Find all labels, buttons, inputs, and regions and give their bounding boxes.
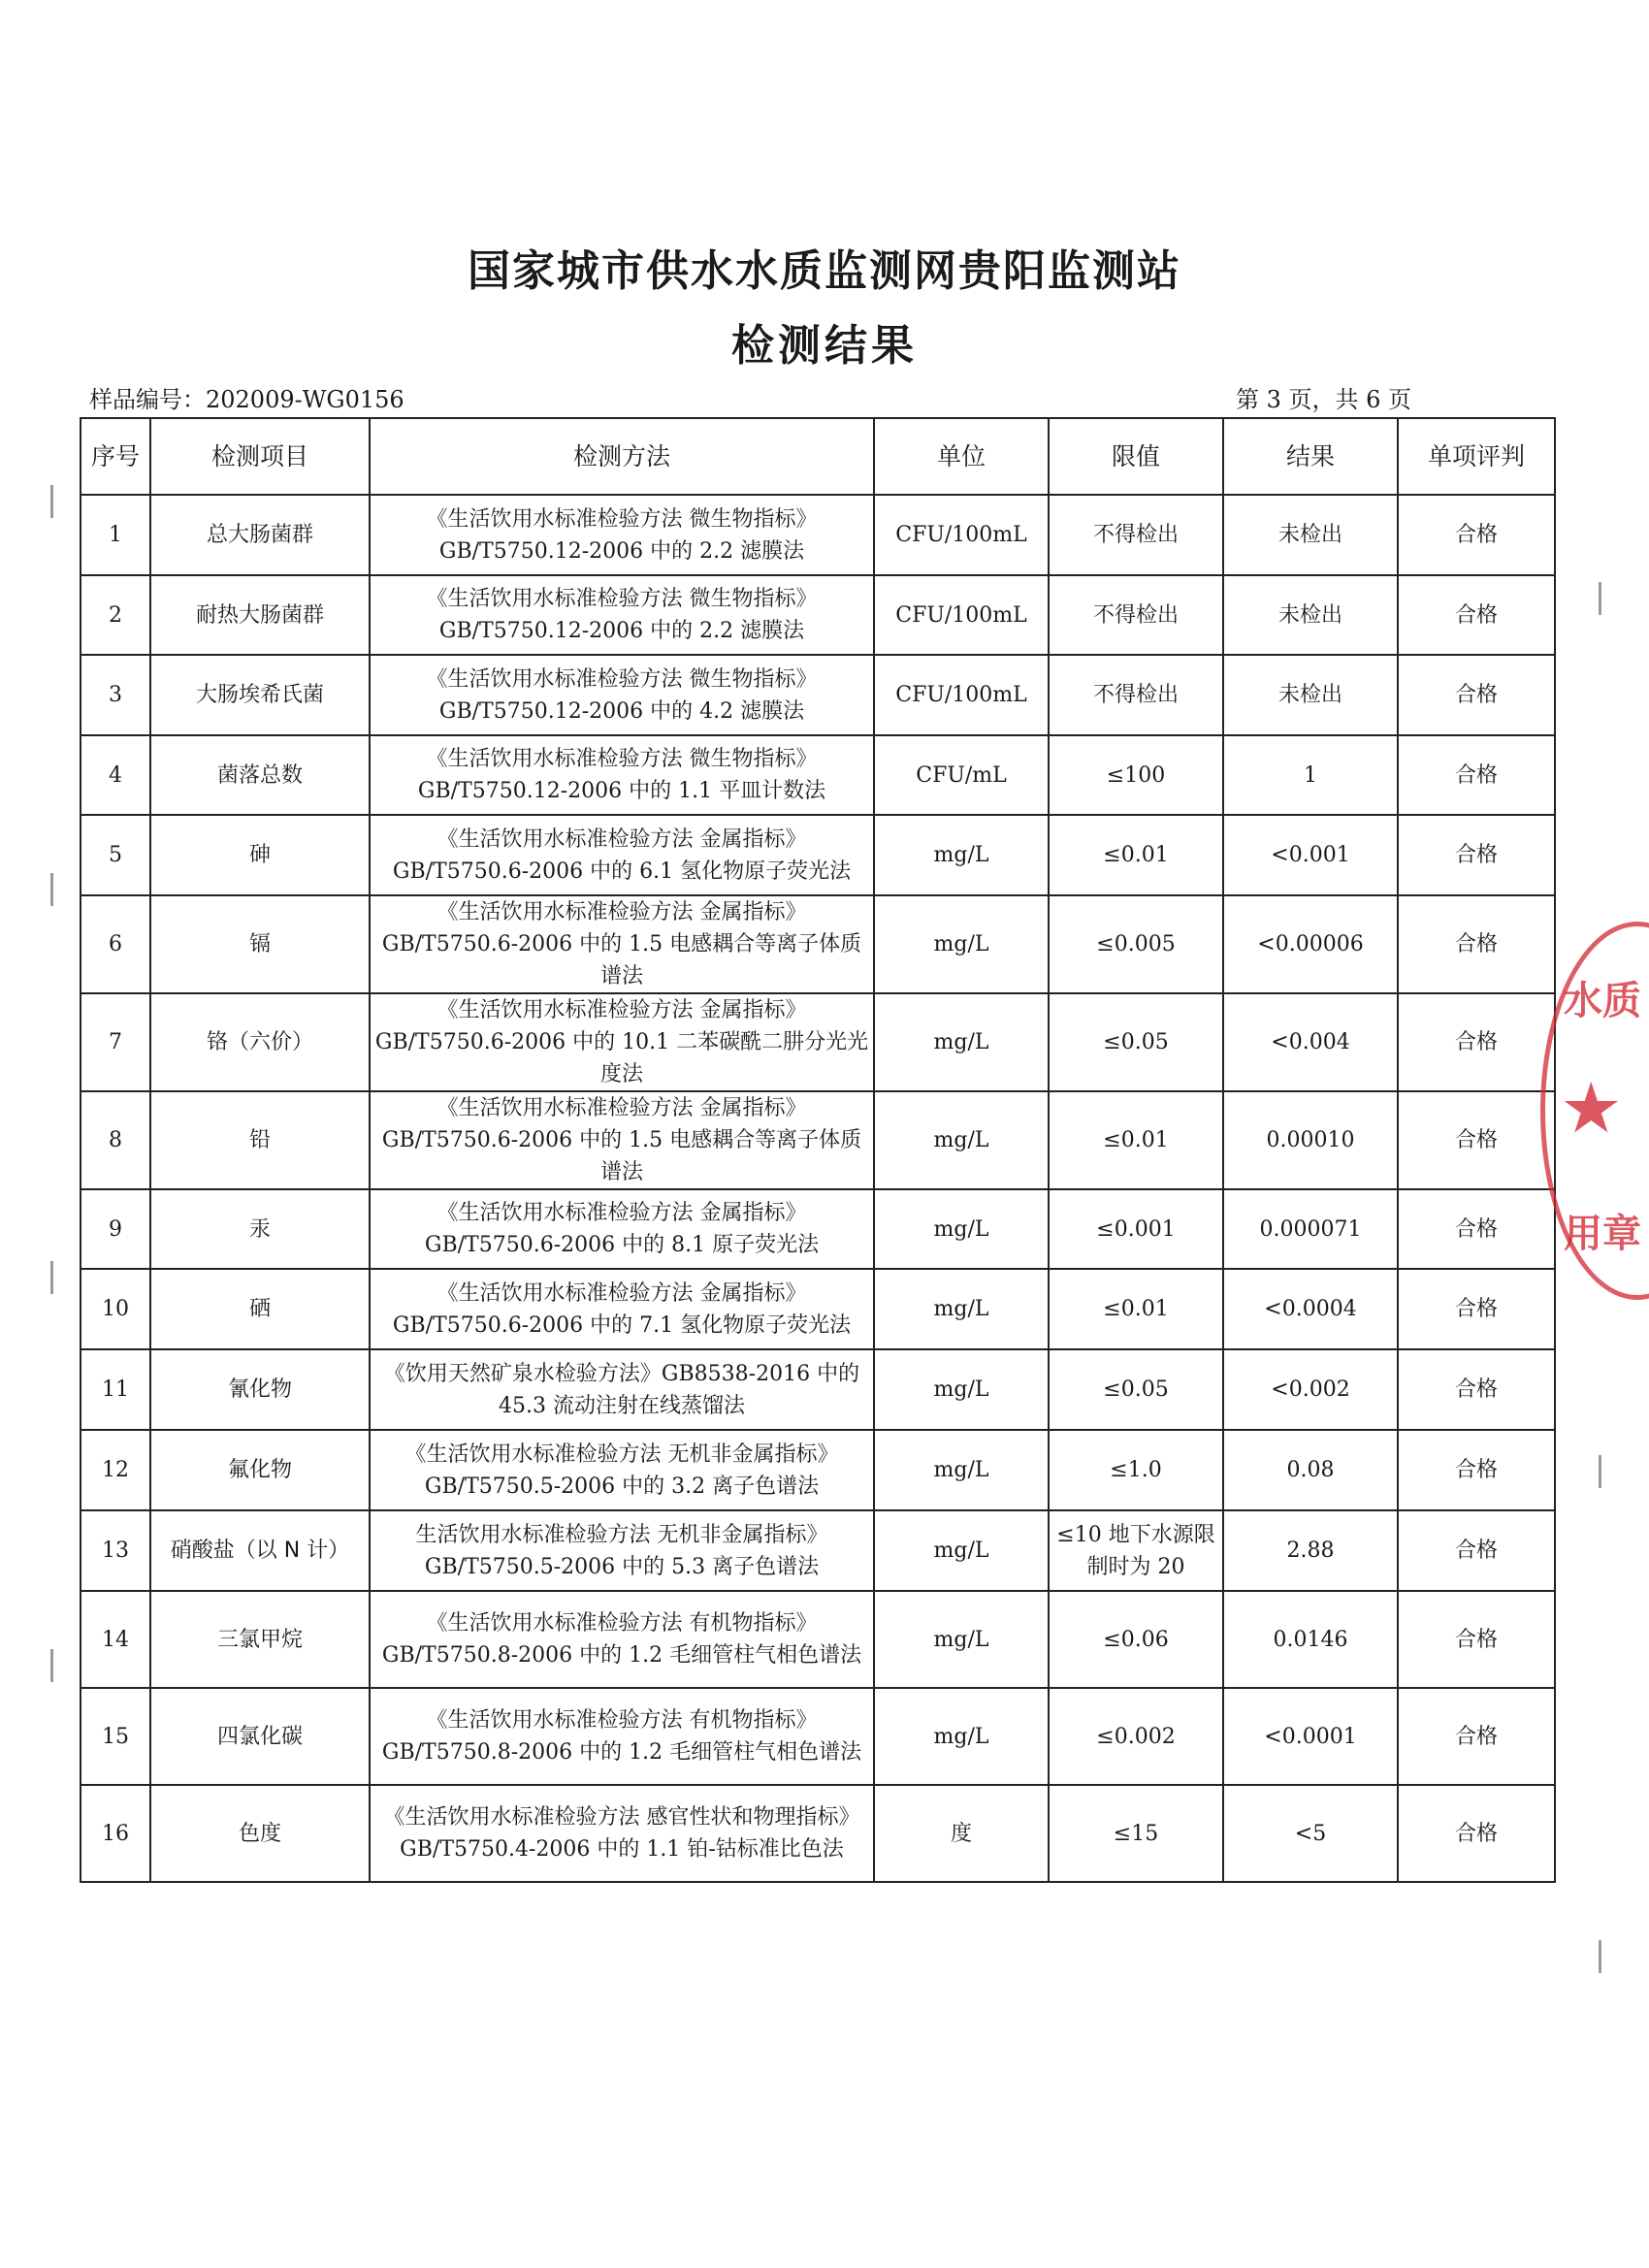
binding-mark xyxy=(50,1261,53,1294)
table-row xyxy=(81,495,1555,575)
cell-verdict: 合格 xyxy=(1398,993,1555,1091)
cell-limit: ≤0.01 xyxy=(1049,1269,1223,1349)
cell-result: 未检出 xyxy=(1223,575,1398,655)
binding-mark xyxy=(1599,1455,1601,1488)
cell-limit: ≤0.05 xyxy=(1049,993,1223,1091)
seal-star-icon: ★ xyxy=(1560,1067,1623,1149)
cell-verdict: 合格 xyxy=(1398,895,1555,993)
header-unit: 单位 xyxy=(874,418,1049,495)
cell-limit: ≤15 xyxy=(1049,1785,1223,1882)
cell-item: 汞 xyxy=(150,1189,370,1269)
cell-verdict: 合格 xyxy=(1398,815,1555,895)
cell-verdict: 合格 xyxy=(1398,655,1555,735)
cell-method: 《生活饮用水标准检验方法 无机非金属指标》GB/T5750.5-2006 中的 3.2 离子色谱法 xyxy=(370,1430,874,1510)
cell-item: 氟化物 xyxy=(150,1430,370,1510)
cell-limit: ≤0.001 xyxy=(1049,1189,1223,1269)
cell-unit: mg/L xyxy=(874,1349,1049,1430)
cell-method: 《生活饮用水标准检验方法 金属指标》GB/T5750.6-2006 中的 10.1 二苯碳酰二肼分光光度法 xyxy=(370,993,874,1091)
cell-no: 16 xyxy=(81,1785,150,1882)
seal-text-bottom: 用章 xyxy=(1564,1212,1641,1256)
cell-unit: mg/L xyxy=(874,1688,1049,1785)
binding-mark xyxy=(50,873,53,906)
cell-method: 《生活饮用水标准检验方法 金属指标》GB/T5750.6-2006 中的 7.1 氢化物原子荧光法 xyxy=(370,1269,874,1349)
cell-verdict: 合格 xyxy=(1398,1510,1555,1591)
cell-result: 2.88 xyxy=(1223,1510,1398,1591)
cell-item: 砷 xyxy=(150,815,370,895)
cell-limit: ≤0.01 xyxy=(1049,815,1223,895)
cell-unit: CFU/100mL xyxy=(874,655,1049,735)
cell-verdict: 合格 xyxy=(1398,495,1555,575)
cell-result: <0.002 xyxy=(1223,1349,1398,1430)
table-header-row xyxy=(81,418,1555,495)
binding-mark xyxy=(50,485,53,518)
binding-mark xyxy=(1599,1940,1601,1973)
cell-unit: 度 xyxy=(874,1785,1049,1882)
cell-result: 1 xyxy=(1223,735,1398,815)
table-row xyxy=(81,1688,1555,1785)
cell-item: 硝酸盐（以 N 计） xyxy=(150,1510,370,1591)
cell-unit: mg/L xyxy=(874,1430,1049,1510)
cell-result: <0.001 xyxy=(1223,815,1398,895)
cell-method: 生活饮用水标准检验方法 无机非金属指标》GB/T5750.5-2006 中的 5.3 离子色谱法 xyxy=(370,1510,874,1591)
cell-unit: mg/L xyxy=(874,1189,1049,1269)
cell-limit: ≤100 xyxy=(1049,735,1223,815)
table-row xyxy=(81,1269,1555,1349)
cell-unit: CFU/mL xyxy=(874,735,1049,815)
cell-result: <0.004 xyxy=(1223,993,1398,1091)
cell-result: <0.00006 xyxy=(1223,895,1398,993)
cell-no: 12 xyxy=(81,1430,150,1510)
cell-unit: CFU/100mL xyxy=(874,495,1049,575)
table-row xyxy=(81,575,1555,655)
cell-item: 大肠埃希氏菌 xyxy=(150,655,370,735)
cell-limit: 不得检出 xyxy=(1049,495,1223,575)
cell-verdict: 合格 xyxy=(1398,1349,1555,1430)
cell-unit: mg/L xyxy=(874,1591,1049,1688)
cell-item: 菌落总数 xyxy=(150,735,370,815)
cell-verdict: 合格 xyxy=(1398,735,1555,815)
binding-mark xyxy=(50,1649,53,1682)
cell-verdict: 合格 xyxy=(1398,1785,1555,1882)
cell-no: 15 xyxy=(81,1688,150,1785)
table-row xyxy=(81,1785,1555,1882)
cell-verdict: 合格 xyxy=(1398,575,1555,655)
cell-method: 《生活饮用水标准检验方法 金属指标》GB/T5750.6-2006 中的 1.5 电感耦合等离子体质谱法 xyxy=(370,1091,874,1189)
cell-unit: mg/L xyxy=(874,895,1049,993)
cell-item: 三氯甲烷 xyxy=(150,1591,370,1688)
cell-method: 《饮用天然矿泉水检验方法》GB8538-2016 中的 45.3 流动注射在线蒸馏法 xyxy=(370,1349,874,1430)
cell-method: 《生活饮用水标准检验方法 微生物指标》GB/T5750.12-2006 中的 4.2 滤膜法 xyxy=(370,655,874,735)
cell-unit: mg/L xyxy=(874,1269,1049,1349)
header-verdict: 单项评判 xyxy=(1398,418,1555,495)
seal-text-top: 水质 xyxy=(1564,979,1641,1023)
cell-result: 0.000071 xyxy=(1223,1189,1398,1269)
cell-method: 《生活饮用水标准检验方法 微生物指标》GB/T5750.12-2006 中的 1.1 平皿计数法 xyxy=(370,735,874,815)
table-row xyxy=(81,1430,1555,1510)
table-row xyxy=(81,993,1555,1091)
cell-result: 0.00010 xyxy=(1223,1091,1398,1189)
table-row xyxy=(81,1091,1555,1189)
cell-no: 5 xyxy=(81,815,150,895)
cell-result: 0.08 xyxy=(1223,1430,1398,1510)
cell-item: 总大肠菌群 xyxy=(150,495,370,575)
cell-verdict: 合格 xyxy=(1398,1430,1555,1510)
cell-limit: 不得检出 xyxy=(1049,575,1223,655)
cell-method: 《生活饮用水标准检验方法 感官性状和物理指标》GB/T5750.4-2006 中的 1.1 铂-钴标准比色法 xyxy=(370,1785,874,1882)
cell-item: 铬（六价） xyxy=(150,993,370,1091)
table-row xyxy=(81,815,1555,895)
cell-no: 13 xyxy=(81,1510,150,1591)
binding-mark xyxy=(1599,582,1601,615)
header-item: 检测项目 xyxy=(150,418,370,495)
cell-verdict: 合格 xyxy=(1398,1091,1555,1189)
table-row xyxy=(81,1510,1555,1591)
cell-method: 《生活饮用水标准检验方法 微生物指标》GB/T5750.12-2006 中的 2.2 滤膜法 xyxy=(370,495,874,575)
cell-unit: mg/L xyxy=(874,993,1049,1091)
cell-no: 6 xyxy=(81,895,150,993)
cell-item: 硒 xyxy=(150,1269,370,1349)
cell-item: 耐热大肠菌群 xyxy=(150,575,370,655)
table-row xyxy=(81,1349,1555,1430)
header-limit: 限值 xyxy=(1049,418,1223,495)
cell-no: 1 xyxy=(81,495,150,575)
cell-limit: ≤1.0 xyxy=(1049,1430,1223,1510)
cell-method: 《生活饮用水标准检验方法 有机物指标》GB/T5750.8-2006 中的 1.2 毛细管柱气相色谱法 xyxy=(370,1591,874,1688)
cell-no: 7 xyxy=(81,993,150,1091)
cell-limit: ≤0.05 xyxy=(1049,1349,1223,1430)
cell-unit: mg/L xyxy=(874,815,1049,895)
cell-no: 8 xyxy=(81,1091,150,1189)
cell-item: 氰化物 xyxy=(150,1349,370,1430)
header-result: 结果 xyxy=(1223,418,1398,495)
cell-verdict: 合格 xyxy=(1398,1591,1555,1688)
cell-no: 9 xyxy=(81,1189,150,1269)
cell-item: 铅 xyxy=(150,1091,370,1189)
cell-result: <0.0001 xyxy=(1223,1688,1398,1785)
cell-result: <5 xyxy=(1223,1785,1398,1882)
cell-no: 2 xyxy=(81,575,150,655)
cell-unit: mg/L xyxy=(874,1091,1049,1189)
cell-limit: ≤0.01 xyxy=(1049,1091,1223,1189)
cell-unit: CFU/100mL xyxy=(874,575,1049,655)
cell-result: 未检出 xyxy=(1223,655,1398,735)
report-title: 国家城市供水水质监测网贵阳监测站 xyxy=(468,246,1181,296)
cell-no: 4 xyxy=(81,735,150,815)
cell-method: 《生活饮用水标准检验方法 微生物指标》GB/T5750.12-2006 中的 2.2 滤膜法 xyxy=(370,575,874,655)
sample-number: 样品编号：202009-WG0156 xyxy=(89,386,404,413)
cell-unit: mg/L xyxy=(874,1510,1049,1591)
table-row xyxy=(81,655,1555,735)
cell-result: 0.0146 xyxy=(1223,1591,1398,1688)
cell-result: 未检出 xyxy=(1223,495,1398,575)
cell-limit: ≤0.002 xyxy=(1049,1688,1223,1785)
table-row xyxy=(81,895,1555,993)
cell-limit: ≤0.005 xyxy=(1049,895,1223,993)
table-row xyxy=(81,735,1555,815)
cell-verdict: 合格 xyxy=(1398,1688,1555,1785)
cell-verdict: 合格 xyxy=(1398,1189,1555,1269)
cell-verdict: 合格 xyxy=(1398,1269,1555,1349)
cell-no: 11 xyxy=(81,1349,150,1430)
cell-method: 《生活饮用水标准检验方法 金属指标》GB/T5750.6-2006 中的 6.1 氢化物原子荧光法 xyxy=(370,815,874,895)
cell-no: 14 xyxy=(81,1591,150,1688)
cell-item: 四氯化碳 xyxy=(150,1688,370,1785)
results-table xyxy=(80,417,1556,1883)
report-subtitle: 检测结果 xyxy=(731,321,918,371)
table-row xyxy=(81,1591,1555,1688)
cell-method: 《生活饮用水标准检验方法 有机物指标》GB/T5750.8-2006 中的 1.2 毛细管柱气相色谱法 xyxy=(370,1688,874,1785)
table-row xyxy=(81,1189,1555,1269)
header-method: 检测方法 xyxy=(370,418,874,495)
header-no: 序号 xyxy=(81,418,150,495)
cell-no: 3 xyxy=(81,655,150,735)
cell-item: 色度 xyxy=(150,1785,370,1882)
cell-method: 《生活饮用水标准检验方法 金属指标》GB/T5750.6-2006 中的 8.1 原子荧光法 xyxy=(370,1189,874,1269)
cell-limit: ≤0.06 xyxy=(1049,1591,1223,1688)
cell-result: <0.0004 xyxy=(1223,1269,1398,1349)
cell-method: 《生活饮用水标准检验方法 金属指标》GB/T5750.6-2006 中的 1.5 电感耦合等离子体质谱法 xyxy=(370,895,874,993)
page-info: 第 3 页，共 6 页 xyxy=(1235,386,1411,413)
cell-item: 镉 xyxy=(150,895,370,993)
cell-no: 10 xyxy=(81,1269,150,1349)
cell-limit: ≤10 地下水源限制时为 20 xyxy=(1049,1510,1223,1591)
cell-limit: 不得检出 xyxy=(1049,655,1223,735)
